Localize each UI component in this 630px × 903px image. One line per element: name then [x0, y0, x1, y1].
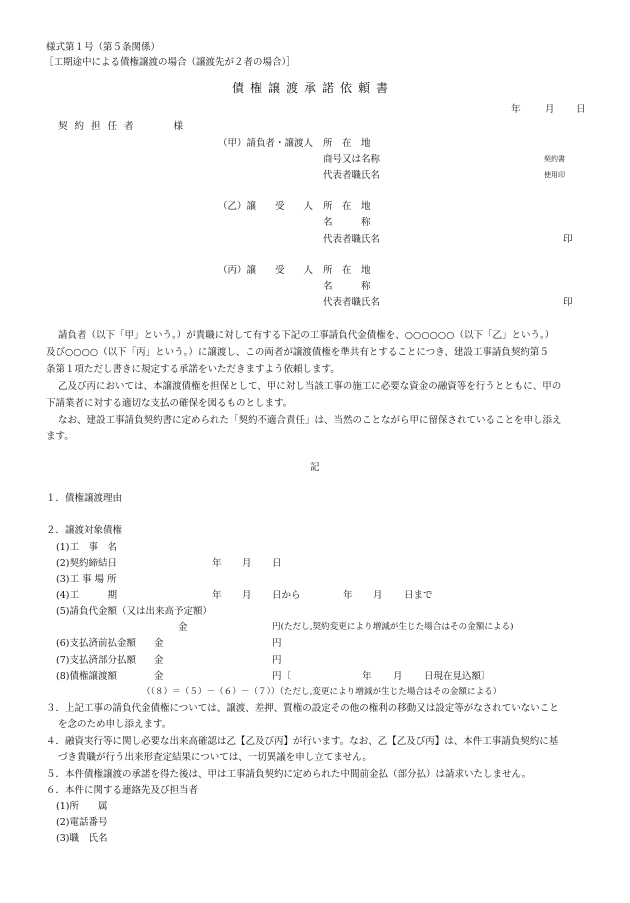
sub-8-kin: 金 [154, 671, 164, 682]
sub-6-yen: 円 [272, 638, 282, 649]
sub-5-yen-note: 円(ただし,契約変更により増減が生じた場合はその金額による) [272, 622, 514, 632]
body-p2-line1: 乙及び丙においては、本譲渡債権を担保として、甲に対し当該工事の施工に必要な資金の融資等を行うとともに、甲の [58, 381, 562, 392]
party-ko-seal-line1: 契約書 [544, 155, 565, 163]
sub-1-label: (1)工 事 名 [56, 542, 117, 553]
sub-7-kin: 金 [154, 655, 164, 666]
sub-2-year: 年 [212, 558, 222, 569]
body-p2-line2: 下請業者に対する適切な支払の確保を図るものとします。 [46, 398, 293, 409]
sub-6-label: (6)支払済前払金額 [56, 638, 136, 649]
item-4-line2: づき貴職が行う出来形査定結果については、一切異議を申し立てません。 [58, 752, 372, 763]
item-6: ６．本件に関する連絡先及び担当者 [46, 785, 199, 796]
form-number: 様式第１号（第５条関係） [46, 42, 161, 53]
sub-2-day: 日 [272, 558, 282, 569]
party-hei-rep-label: 代表者職氏名 [323, 297, 381, 308]
sub-6-kin: 金 [154, 638, 164, 649]
sub-4-day-end: 日まで [404, 590, 433, 601]
party-ko-name-label: 商号又は名称 [323, 154, 381, 165]
party-otsu-seal: 印 [563, 234, 573, 245]
party-ko-role: （甲）請負者・譲渡人 [218, 138, 314, 149]
body-p1-line2: 及び○○○○（以下「丙」という。）に譲渡し、この両者が譲渡債権を準共有とすることにつき、建設工事請負契約第５ [46, 347, 549, 358]
sub-4-month-start: 月 [242, 590, 252, 601]
sub-7-label: (7)支払済部分払額 [56, 655, 136, 666]
party-hei-role: （丙）譲 受 人 [218, 265, 314, 276]
party-hei-seal: 印 [563, 297, 573, 308]
addressee: 契約担任者 様 [58, 121, 191, 132]
document-title: 債権譲渡承諾依頼書 [232, 81, 395, 95]
sub-8-month: 月 [393, 671, 403, 682]
ki-heading: 記 [310, 462, 320, 473]
sub-8-year: 年 [362, 671, 372, 682]
case-note: ［工期途中による債権譲渡の場合（譲渡先が２者の場合）］ [44, 57, 296, 68]
sub-4-month-end: 月 [373, 590, 383, 601]
sub-5-kin: 金 [178, 622, 188, 633]
contact-affiliation-label: (1)所 属 [56, 801, 108, 812]
sub-5-label: (5)請負代金額（又は出来高予定額） [56, 606, 212, 617]
date-year: 年 [511, 104, 521, 115]
sub-4-year-end: 年 [343, 590, 353, 601]
date-month: 月 [545, 104, 555, 115]
party-otsu-rep-label: 代表者職氏名 [323, 234, 381, 245]
body-p3-line1: なお、建設工事請負契約書に定められた「契約不適合責任」は、当然のことながら甲に留保されていることを申し添え [58, 415, 562, 426]
item-3-line1: ３．上記工事の請負代金債権については、譲渡、差押、質権の設定その他の権利の移動又は設定等がなされていないこと [46, 703, 559, 714]
body-p3-line2: ます。 [46, 431, 74, 442]
party-otsu-role: （乙）譲 受 人 [218, 201, 314, 212]
item-3-line2: を念のため申し添えます。 [58, 719, 172, 730]
sub-4-day-start: 日から [272, 590, 301, 601]
sub-3-label: (3)工 事 場 所 [56, 574, 117, 585]
sub-8-formula: （（８）＝（５）－（６）－（７））（ただし,変更により増減が生じた場合はその金額による） [142, 687, 502, 697]
contact-name-label: (3)職 氏名 [56, 833, 108, 844]
date-day: 日 [576, 104, 586, 115]
sub-8-yen: 円〔 [272, 671, 292, 682]
sub-7-yen: 円 [272, 655, 282, 666]
party-hei-address-label: 所 在 地 [323, 265, 371, 276]
item-2: ２．譲渡対象債権 [46, 525, 123, 536]
sub-8-day-note: 日現在見込額〕 [424, 671, 491, 682]
party-otsu-name-label: 名 称 [323, 217, 371, 228]
sub-4-year-start: 年 [212, 590, 222, 601]
sub-2-month: 月 [242, 558, 252, 569]
item-5: ５．本件債権譲渡の承諾を得た後は、甲は工事請負契約に定められた中間前金払（部分払）は請求いたしません。 [46, 769, 532, 780]
item-4-line1: ４．融資実行等に関し必要な出来高確認は乙【乙及び丙】が行います。なお、乙【乙及び丙】は、本件工事請負契約に基 [46, 736, 559, 747]
party-hei-name-label: 名 称 [323, 281, 371, 292]
item-1: １．債権譲渡理由 [46, 493, 123, 504]
sub-4-label: (4)工 期 [56, 590, 117, 601]
party-otsu-address-label: 所 在 地 [323, 201, 371, 212]
body-p1-line1: 請負者（以下「甲」という。）が貴職に対して有する下記の工事請負代金債権を、○○○○○○（以下「乙」という。） [58, 330, 555, 341]
body-p1-line3: 条第１項ただし書きに規定する承諾をいただきますよう依頼します。 [46, 364, 340, 375]
party-ko-address-label: 所 在 地 [323, 138, 371, 149]
party-ko-rep-label: 代表者職氏名 [323, 170, 381, 181]
sub-2-label: (2)契約締結日 [56, 558, 117, 569]
sub-8-label: (8)債権譲渡額 [56, 671, 117, 682]
contact-phone-label: (2)電話番号 [56, 817, 108, 828]
party-ko-seal-line2: 使用印 [544, 171, 565, 179]
